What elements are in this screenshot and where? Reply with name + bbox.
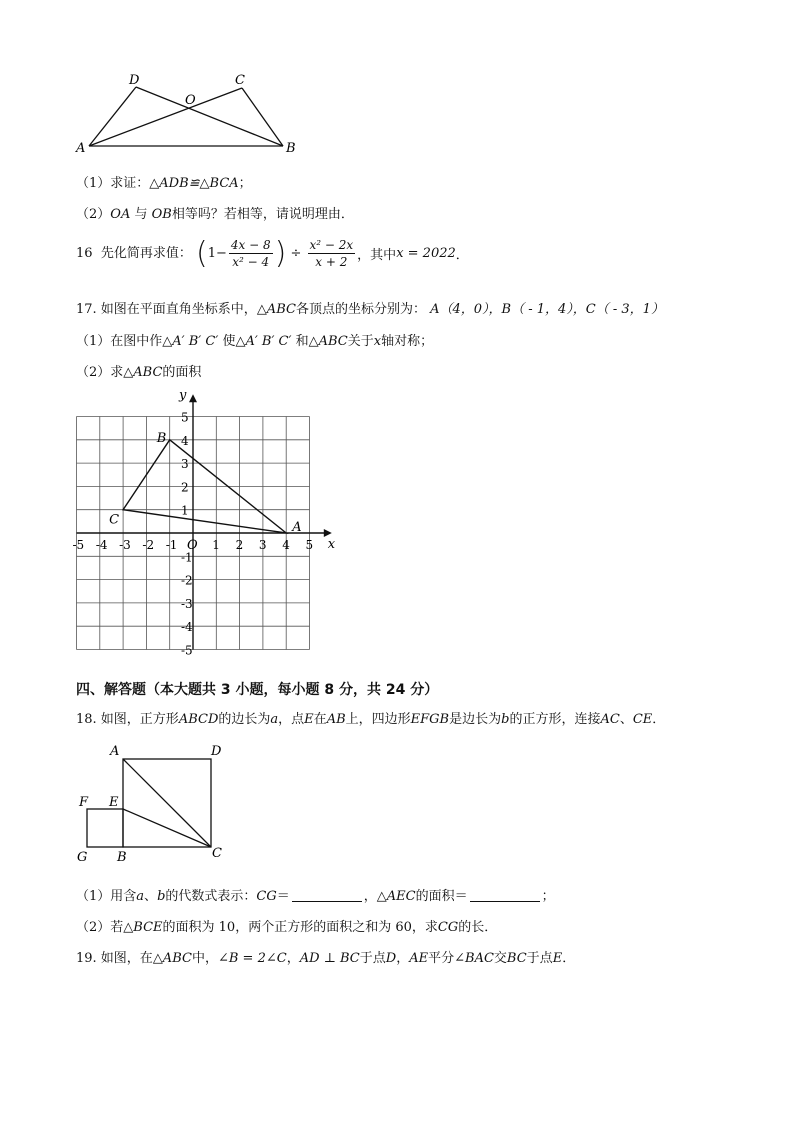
q17-p2-suffix: 的面积 — [162, 365, 202, 380]
q15-p2-mid: 与 — [134, 207, 148, 222]
q18-s-ac: AC — [600, 712, 620, 727]
label-f-18: F — [79, 795, 89, 810]
q18-p2-mid: 的面积为 10，两个正方形的面积之和为 60，求 — [162, 920, 438, 935]
q18-p1-prefix: （1）用含 — [76, 889, 137, 904]
x-axis-label: x — [327, 537, 336, 552]
q18-stem-prefix: 18. 如图，正方形 — [76, 712, 179, 727]
label-a: A — [76, 141, 86, 156]
q19-s-tri: △ABC — [152, 951, 192, 966]
y-tick-label: -4 — [181, 620, 193, 635]
label-g-18: G — [77, 850, 88, 865]
q19-s-mid1: 中， — [191, 951, 218, 966]
y-tick-label: 4 — [181, 433, 189, 448]
q16-condition-suffix: ． — [455, 248, 469, 263]
q16-prompt: 先化简再求值： — [100, 246, 192, 261]
section-4-title: 四、解答题（本大题共 3 小题，每小题 8 分，共 24 分） — [76, 682, 439, 698]
q18-p1-tri: △AEC — [376, 889, 416, 904]
q16-one-minus: 1− — [207, 246, 227, 261]
q19-s-perp: AD ⊥ BC — [299, 951, 360, 966]
q16-frac1-num: 4x − 8 — [230, 238, 271, 252]
q18-s-b: b — [501, 712, 510, 727]
label-c: C — [235, 73, 245, 88]
label-b-18: B — [117, 850, 127, 865]
q18-s-a: a — [270, 712, 279, 727]
q18-p1-end: ； — [541, 889, 555, 904]
q18-p1-cg: CG — [256, 889, 277, 904]
q19-stem-prefix: 19. 如图，在 — [76, 951, 153, 966]
q17-p1-suffix: 轴对称； — [381, 334, 434, 349]
q19-s-ae: AE — [409, 951, 429, 966]
q17-p1-tri3: △ABC — [308, 334, 348, 349]
y-tick-label: -2 — [181, 573, 193, 588]
y-tick-label: -1 — [181, 550, 193, 565]
square-efgb — [87, 809, 123, 847]
q17-p1-mid3: 关于 — [347, 334, 374, 349]
q18-p1-b: b — [157, 889, 166, 904]
q19-s-d: D — [385, 951, 397, 966]
q17-stem-mid: 各顶点的坐标分别为： — [295, 302, 426, 317]
x-tick-label: 5 — [305, 538, 314, 552]
point-label-b: B — [156, 430, 167, 446]
label-d-18: D — [211, 744, 222, 759]
point-label-c: C — [109, 512, 120, 528]
left-paren: ( — [195, 236, 208, 271]
q18-s-mid4: 上，四边形 — [345, 712, 411, 727]
label-c-18: C — [212, 846, 222, 861]
y-tick-label: 5 — [181, 410, 189, 425]
q16-frac2-num: x² − 2x — [309, 238, 354, 252]
q18-s-efgb: EFGB — [410, 712, 450, 727]
q19-s-mid4: ， — [396, 951, 410, 966]
origin-label: O — [187, 538, 198, 553]
y-axis-label: y — [179, 388, 187, 404]
q18-p2-suffix: 的长． — [458, 920, 498, 935]
q17-p2-tri: △ABC — [123, 365, 163, 380]
x-tick-label: -1 — [165, 538, 178, 552]
q18-s-mid5: 是边长为 — [449, 712, 502, 727]
y-tick-label: 3 — [181, 457, 189, 472]
q15-p1-suffix: ； — [238, 176, 252, 191]
x-tick-label: 2 — [235, 538, 244, 552]
q18-p1-area: 的面积＝ — [415, 889, 468, 904]
point-label-a: A — [292, 520, 302, 535]
q17-p1-tri2: △A′ B′ C′ — [235, 334, 292, 349]
x-tick-label: -2 — [142, 538, 155, 552]
q17-coords: A（4，0），B（ - 1，4），C（ - 3，1） — [430, 302, 664, 317]
q17-stem-prefix: 17. 如图在平面直角坐标系中， — [76, 302, 257, 317]
q18-s-ab: AB — [326, 712, 346, 727]
segment-ac-18 — [123, 759, 211, 847]
q18-p1-a: a — [136, 889, 145, 904]
answer-blank-area[interactable] — [470, 889, 540, 902]
q18-s-end: ． — [652, 712, 666, 727]
right-paren: ) — [274, 236, 287, 271]
x-tick-label: 1 — [212, 538, 220, 552]
q18-s-mid2: ，点 — [278, 712, 305, 727]
q18-p1-comma: ， — [363, 889, 377, 904]
x-tick-label: 3 — [258, 538, 267, 552]
q15-p2-ob: OB — [151, 207, 172, 222]
x-tick-label: -3 — [119, 538, 131, 552]
q18-part2 — [76, 916, 497, 935]
label-d: D — [129, 73, 140, 88]
q17-p1-tri1: △A′ B′ C′ — [162, 334, 219, 349]
q18-p2-prefix: （2）若 — [76, 920, 124, 935]
q18-s-abcd: ABCD — [178, 712, 219, 727]
q19-stem — [76, 947, 575, 966]
q17-p1-prefix: （1）在图中作 — [76, 334, 163, 349]
y-tick-label: 2 — [181, 480, 189, 495]
x-tick-label: 4 — [282, 538, 290, 552]
q15-p2-oa: OA — [110, 207, 131, 222]
q17-p1-mid1: 使 — [222, 334, 236, 349]
q19-s-mid7: 于点 — [526, 951, 553, 966]
q19-s-bc: BC — [506, 951, 527, 966]
q16-frac1-den: x² − 4 — [232, 255, 270, 269]
q19-s-mid3: 于点 — [359, 951, 386, 966]
q18-s-ce: CE — [632, 712, 653, 727]
q16-condition-math: x = 2022 — [396, 246, 456, 261]
y-tick-label: -3 — [181, 596, 193, 611]
q19-s-end: ． — [562, 951, 576, 966]
q19-s-e: E — [552, 951, 563, 966]
q16-frac2-den: x + 2 — [315, 255, 348, 269]
q18-s-sep: 、 — [619, 712, 633, 727]
y-tick-label: 1 — [181, 503, 189, 518]
q18-p1-mid: 的代数式表示： — [165, 889, 257, 904]
q18-part1 — [76, 885, 555, 904]
q18-p2-cg: CG — [437, 920, 459, 935]
q18-s-mid1: 的边长为 — [218, 712, 271, 727]
q18-p1-sep: 、 — [144, 889, 158, 904]
q17-stem-tri: △ABC — [256, 302, 296, 317]
q15-p1-math: △ADB≌△BCA — [149, 176, 239, 191]
segment-ec-18 — [123, 809, 211, 847]
label-e-18: E — [109, 795, 119, 810]
q18-s-e: E — [304, 712, 314, 727]
q15-p2-suffix: 相等吗？若相等，请说明理由． — [171, 207, 354, 222]
q19-s-mid2: ， — [286, 951, 300, 966]
q18-s-mid6: 的正方形，连接 — [509, 712, 601, 727]
q19-s-bac: ∠BAC — [454, 951, 494, 966]
label-b: B — [286, 141, 296, 156]
q17-p2-prefix: （2）求 — [76, 365, 124, 380]
x-tick-label: -5 — [72, 538, 85, 552]
q18-p1-eq: ＝ — [276, 889, 290, 904]
q18-p2-tri: △BCE — [123, 920, 163, 935]
q16-condition-prefix: ，其中 — [357, 248, 397, 263]
q15-p2-prefix: （2） — [76, 207, 111, 222]
q19-s-mid6: 交 — [493, 951, 507, 966]
q17-p1-axis: x — [373, 334, 382, 349]
q18-s-mid3: 在 — [313, 712, 327, 727]
q19-s-angle: ∠B = 2∠C — [217, 951, 287, 966]
q15-p1-prefix: （1）求证： — [76, 176, 150, 191]
q16-number: 16 — [76, 246, 93, 261]
label-a-18: A — [110, 744, 120, 759]
answer-blank-cg[interactable] — [292, 889, 362, 902]
label-o: O — [185, 93, 196, 108]
q19-s-mid5: 平分 — [428, 951, 455, 966]
x-tick-label: -4 — [95, 538, 108, 552]
y-tick-label: -5 — [181, 643, 193, 658]
q16-divide: ÷ — [290, 246, 302, 261]
q17-p1-mid2: 和 — [295, 334, 309, 349]
